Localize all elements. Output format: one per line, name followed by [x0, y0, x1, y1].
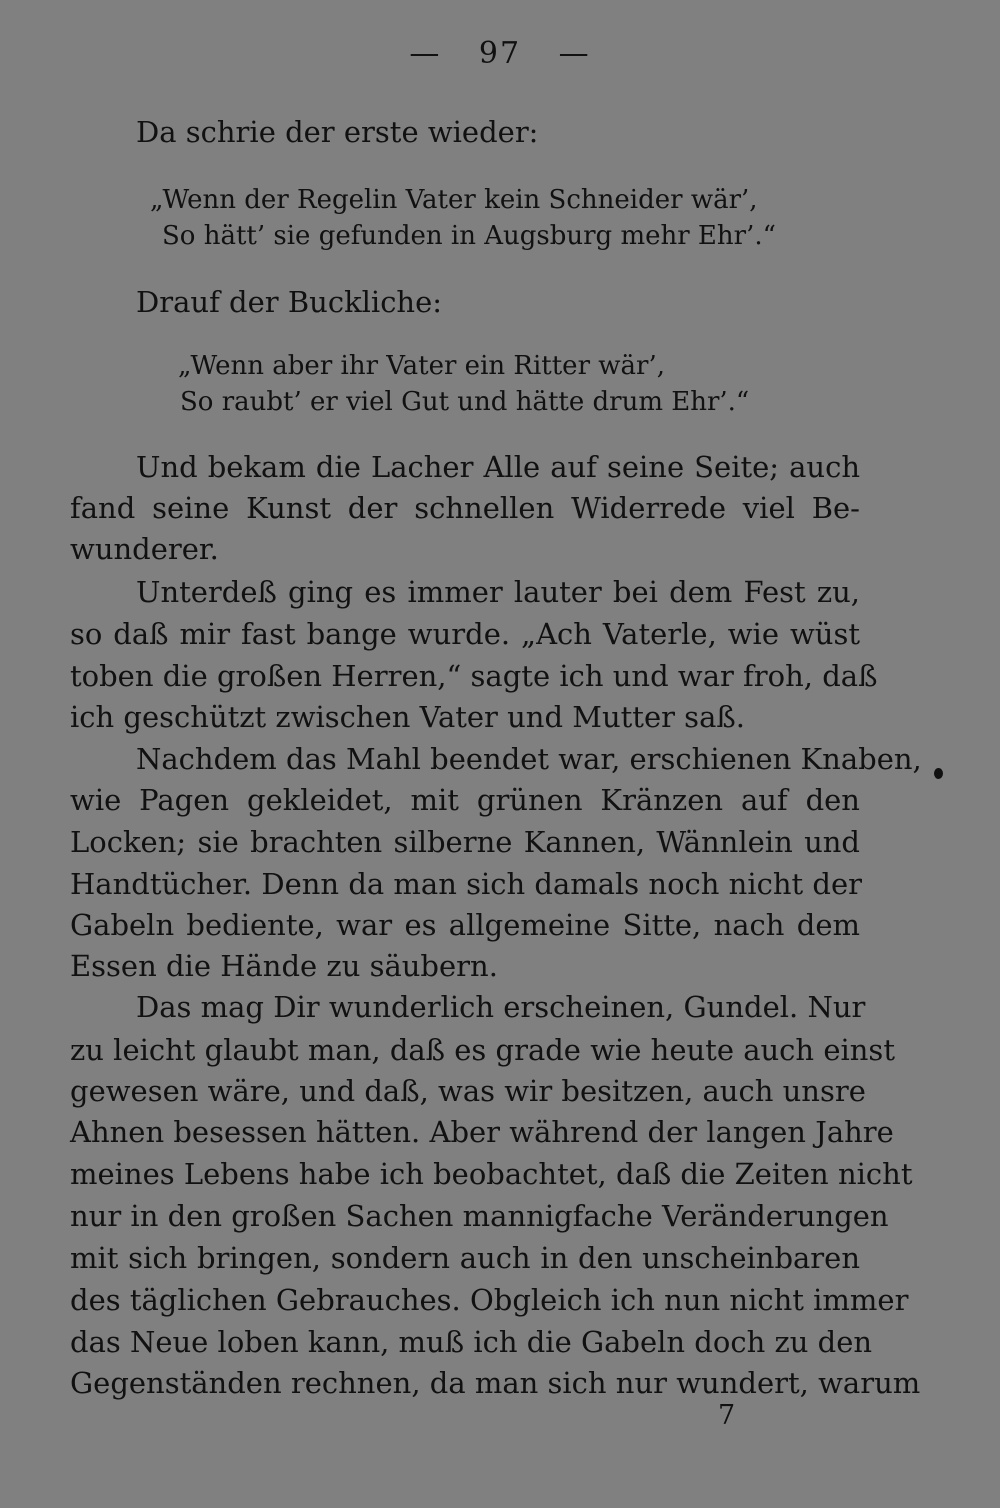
header-dash-right: — — [558, 36, 591, 71]
page-number: 97 — [478, 36, 522, 71]
text-line: Und bekam die Lacher Alle auf seine Seite; auch — [136, 450, 860, 484]
text-line: Handtücher. Denn da man sich damals noch nicht der — [70, 867, 863, 901]
text-line: das Neue loben kann, muß ich die Gabeln doch zu den — [70, 1325, 873, 1359]
text-line: Essen die Hände zu säubern. — [70, 949, 498, 983]
text-line: Da schrie der erste wieder: — [136, 115, 539, 149]
verse-line: So raubt’ er viel Gut und hätte drum Ehr’.“ — [180, 387, 750, 417]
text-line: Ahnen besessen hätten. Aber während der langen Jahre — [70, 1115, 894, 1149]
text-line: mit sich bringen, sondern auch in den unscheinbaren — [70, 1241, 860, 1275]
verse-line: „Wenn der Regelin Vater kein Schneider wär’, — [150, 185, 758, 215]
verse-line: So hätt’ sie gefunden in Augsburg mehr Ehr’.“ — [162, 221, 776, 251]
verse-line: „Wenn aber ihr Vater ein Ritter wär’, — [178, 351, 665, 381]
text-line: wunderer. — [70, 532, 219, 566]
text-line: Drauf der Buckliche: — [136, 285, 443, 319]
text-line: Locken; sie brachten silberne Kannen, Wännlein und — [70, 825, 860, 859]
text-line: Unterdeß ging es immer lauter bei dem Fest zu, — [136, 575, 860, 609]
text-line: Gabeln bediente, war es allgemeine Sitte, nach dem — [70, 908, 860, 942]
text-line: Das mag Dir wunderlich erscheinen, Gundel. Nur — [136, 990, 866, 1024]
text-line: toben die großen Herren,“ sagte ich und war froh, daß — [70, 659, 878, 693]
ink-speck — [934, 768, 943, 779]
text-line: nur in den großen Sachen mannigfache Veränderungen — [70, 1199, 889, 1233]
text-line: zu leicht glaubt man, daß es grade wie heute auch einst — [70, 1033, 895, 1067]
text-line: so daß mir fast bange wurde. „Ach Vaterle, wie wüst — [70, 617, 860, 651]
text-line: meines Lebens habe ich beobachtet, daß die Zeiten nicht — [70, 1157, 913, 1191]
text-line: wie Pagen gekleidet, mit grünen Kränzen auf den — [70, 783, 860, 817]
text-line: fand seine Kunst der schnellen Widerrede viel Be- — [70, 491, 860, 525]
text-line: des täglichen Gebrauches. Obgleich ich nun nicht immer — [70, 1283, 909, 1317]
signature-mark: 7 — [718, 1400, 736, 1431]
page-header — [0, 36, 1000, 71]
text-line: ich geschützt zwischen Vater und Mutter saß. — [70, 700, 745, 734]
header-dash-left: — — [409, 36, 442, 71]
text-line: gewesen wäre, und daß, was wir besitzen, auch unsre — [70, 1074, 866, 1108]
text-line: Nachdem das Mahl beendet war, erschienen Knaben, — [136, 742, 922, 776]
text-line: Gegenständen rechnen, da man sich nur wundert, warum — [70, 1366, 921, 1400]
